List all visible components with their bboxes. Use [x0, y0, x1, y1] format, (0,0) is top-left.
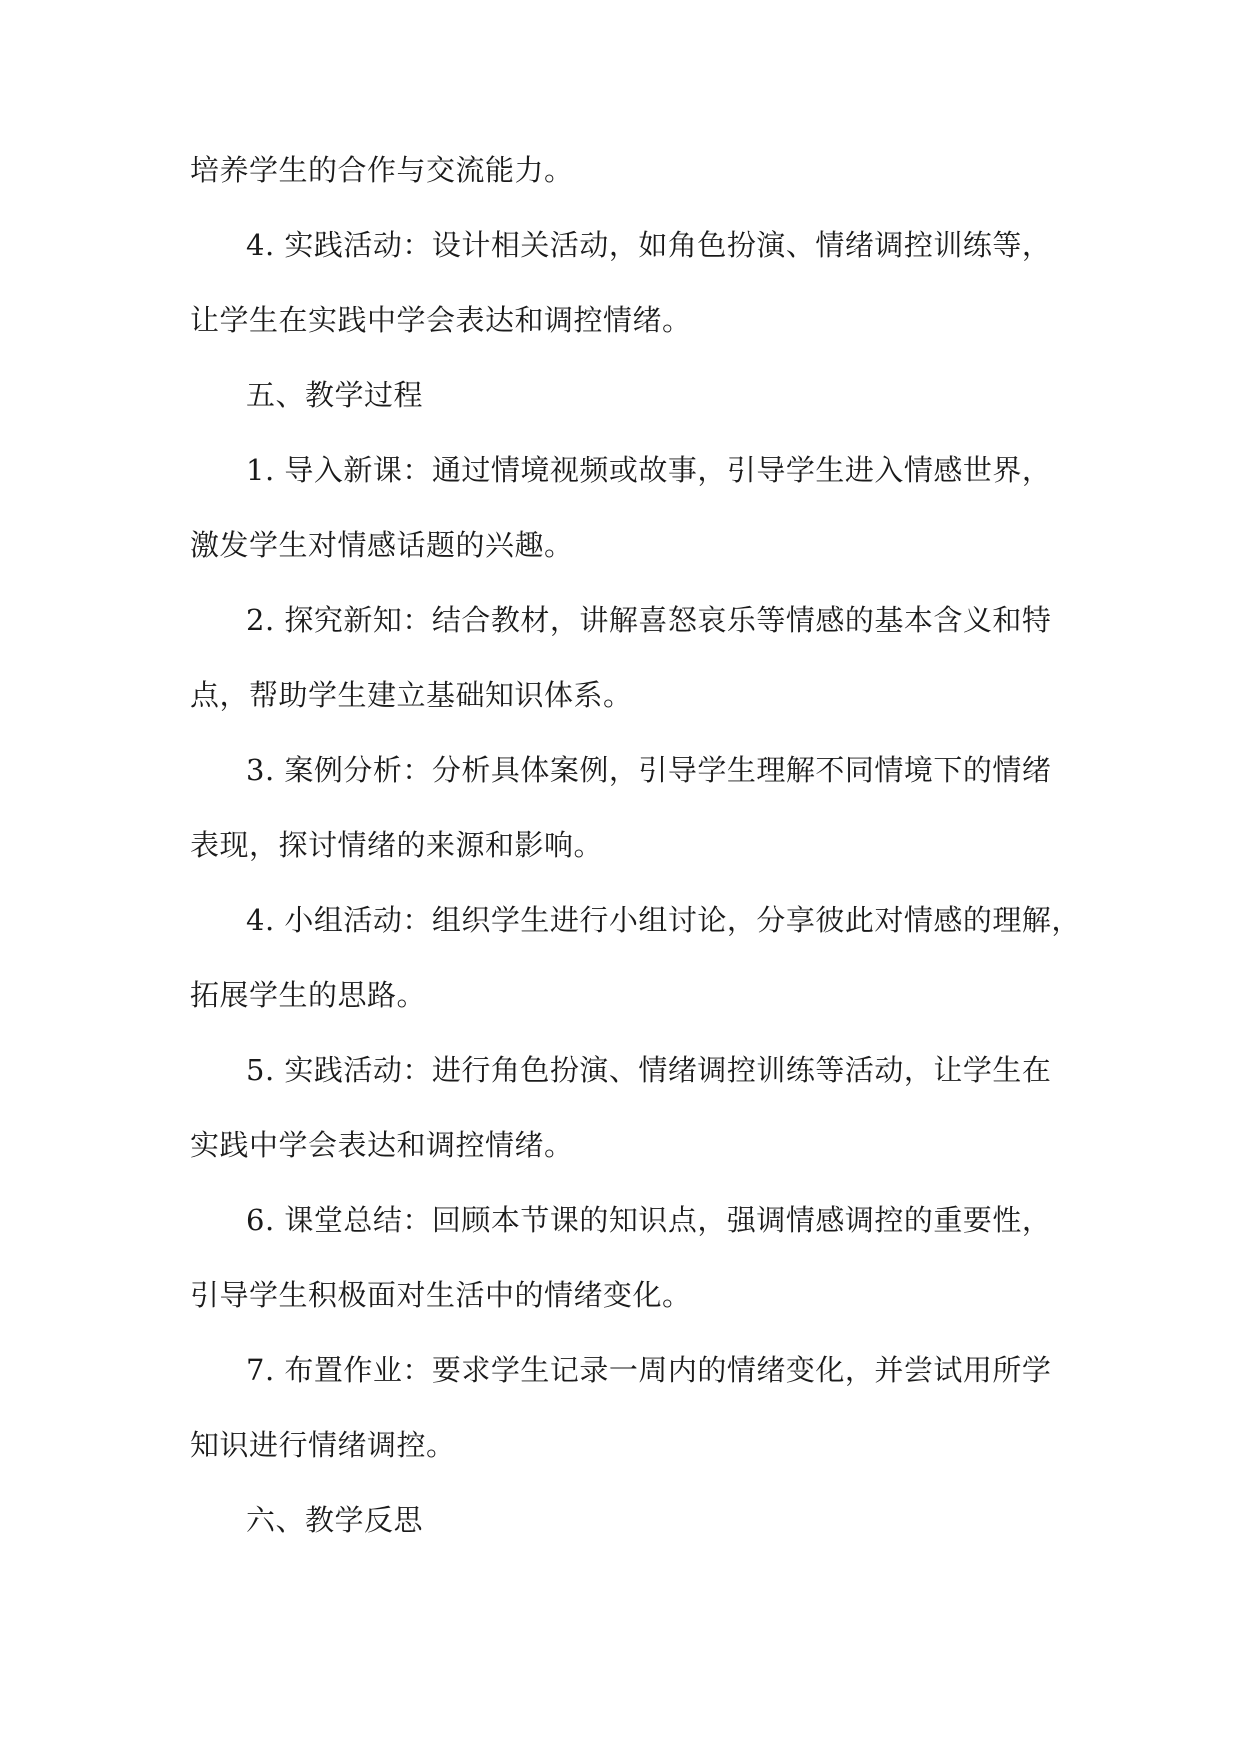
text-line: 知识进行情绪调控。: [190, 1428, 456, 1462]
text-line: 表现，探讨情绪的来源和影响。: [190, 828, 604, 862]
list-item-heading: 6. 课堂总结：回顾本节课的知识点，强调情感调控的重要性，: [246, 1203, 1052, 1237]
text-line: 拓展学生的思路。: [190, 978, 427, 1012]
list-item-heading: 1. 导入新课：通过情境视频或故事，引导学生进入情感世界，: [246, 453, 1052, 487]
list-item-heading: 2. 探究新知：结合教材，讲解喜怒哀乐等情感的基本含义和特: [246, 603, 1052, 637]
list-item-heading: 7. 布置作业：要求学生记录一周内的情绪变化，并尝试用所学: [246, 1353, 1052, 1387]
text-line: 实践中学会表达和调控情绪。: [190, 1128, 574, 1162]
text-line: 引导学生积极面对生活中的情绪变化。: [190, 1278, 692, 1312]
section-heading: 五、教学过程: [246, 378, 424, 412]
section-heading: 六、教学反思: [246, 1503, 424, 1537]
text-line: 点，帮助学生建立基础知识体系。: [190, 678, 633, 712]
list-item-heading: 3. 案例分析：分析具体案例，引导学生理解不同情境下的情绪: [246, 753, 1052, 787]
list-item-heading: 5. 实践活动：进行角色扮演、情绪调控训练等活动，让学生在: [246, 1053, 1052, 1087]
text-line: 让学生在实践中学会表达和调控情绪。: [190, 303, 692, 337]
list-item-heading: 4. 小组活动：组织学生进行小组讨论，分享彼此对情感的理解，: [246, 903, 1081, 937]
list-item-heading: 4. 实践活动：设计相关活动，如角色扮演、情绪调控训练等，: [246, 228, 1052, 262]
text-line: 激发学生对情感话题的兴趣。: [190, 528, 574, 562]
text-line: 培养学生的合作与交流能力。: [190, 153, 574, 187]
